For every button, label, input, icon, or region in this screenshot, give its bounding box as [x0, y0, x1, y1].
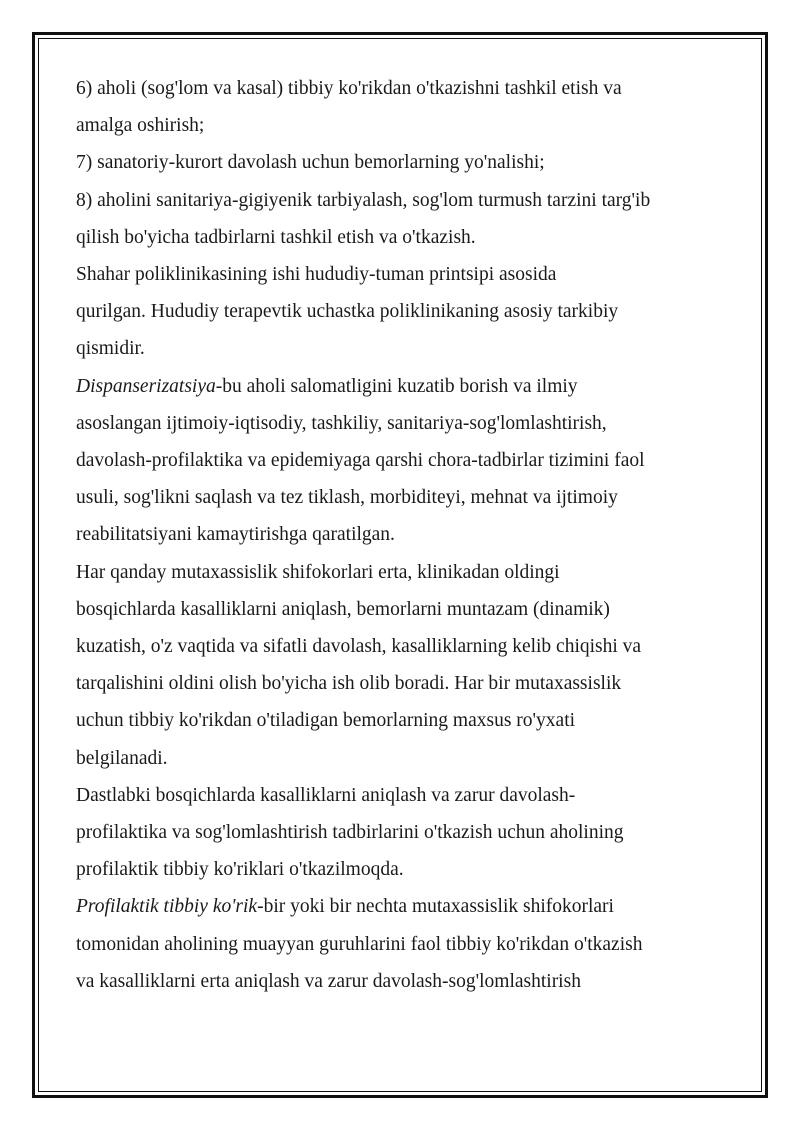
text-line: 8) aholini sanitariya-gigiyenik tarbiyalash, sog'lom turmush tarzini targ'ib: [76, 189, 651, 211]
text-line: va kasalliklarni erta aniqlash va zarur davolash-sog'lomlashtirish: [76, 970, 581, 992]
text-line: qilish bo'yicha tadbirlarni tashkil etish va o'tkazish.: [76, 226, 476, 248]
text-line: Har qanday mutaxassislik shifokorlari erta, klinikadan oldingi: [76, 561, 560, 583]
document-body: [76, 70, 726, 1000]
text-line: uchun tibbiy ko'rikdan o'tiladigan bemorlarning maxsus ro'yxati: [76, 710, 576, 732]
text-line: belgilanadi.: [76, 747, 168, 769]
text-line: 6) aholi (sog'lom va kasal) tibbiy ko'rikdan o'tkazishni tashkil etish va: [76, 78, 622, 99]
text-line: bosqichlarda kasalliklarni aniqlash, bemorlarni muntazam (dinamik): [76, 598, 610, 620]
text-line: qismidir.: [76, 338, 145, 360]
text-line: amalga oshirish;: [76, 115, 205, 137]
text-line: tomonidan aholining muayyan guruhlarini faol tibbiy ko'rikdan o'tkazish: [76, 933, 643, 955]
text-line: profilaktika va sog'lomlashtirish tadbirlarini o'tkazish uchun aholining: [76, 822, 624, 844]
text-line-definition: Profilaktik tibbiy ko'rik-bir yoki bir nechta mutaxassislik shifokorlari: [76, 896, 614, 918]
defined-term: Dispanserizatsiya: [76, 375, 216, 397]
text-line: reabilitatsiyani kamaytirishga qaratilgan.: [76, 524, 395, 546]
text-line: profilaktik tibbiy ko'riklari o'tkazilmoqda.: [76, 859, 404, 881]
text-line: kuzatish, o'z vaqtida va sifatli davolash, kasalliklarning kelib chiqishi va: [76, 636, 642, 658]
text-line: tarqalishini oldini olish bo'yicha ish olib boradi. Har bir mutaxassislik: [76, 673, 622, 695]
text-line: usuli, sog'likni saqlash va tez tiklash, morbiditeyi, mehnat va ijtimoiy: [76, 487, 618, 509]
text-line: asoslangan ijtimoiy-iqtisodiy, tashkiliy, sanitariya-sog'lomlashtirish,: [76, 412, 607, 434]
text-line: qurilgan. Hududiy terapevtik uchastka poliklinikaning asosiy tarkibiy: [76, 301, 619, 323]
text-line: 7) sanatoriy-kurort davolash uchun bemorlarning yo'nalishi;: [76, 152, 545, 174]
text-line-definition: Dispanserizatsiya-bu aholi salomatligini kuzatib borish va ilmiy: [76, 375, 578, 397]
text-line: Shahar poliklinikasining ishi hududiy-tuman printsipi asosida: [76, 264, 557, 286]
text-line: davolash-profilaktika va epidemiyaga qarshi chora-tadbirlar tizimini faol: [76, 450, 645, 472]
text-line: Dastlabki bosqichlarda kasalliklarni aniqlash va zarur davolash-: [76, 784, 576, 806]
defined-term: Profilaktik tibbiy ko'rik: [76, 896, 258, 918]
